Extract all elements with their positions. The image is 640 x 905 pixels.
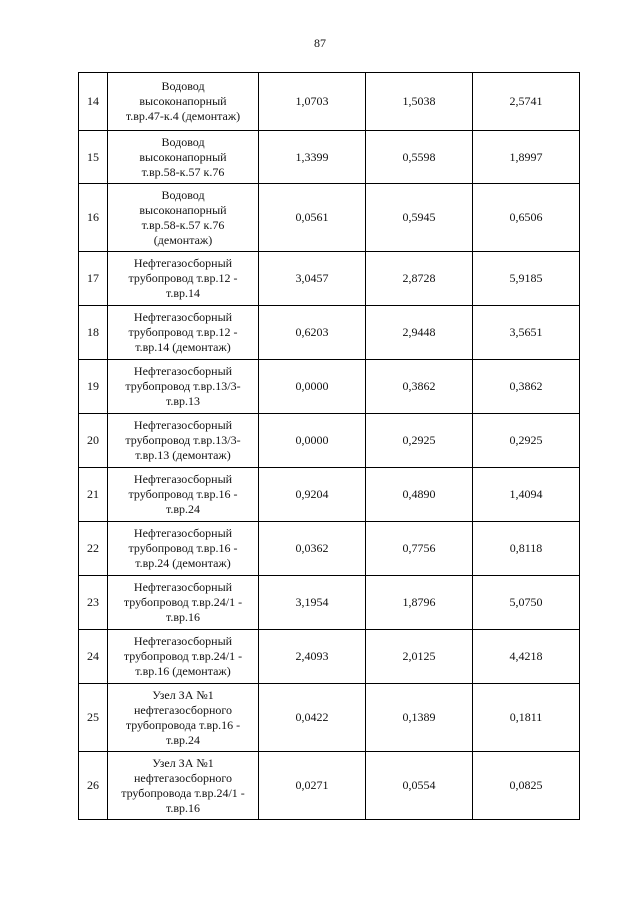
row-number: 16 [79, 184, 108, 252]
object-name-line: Узел ЗА №1 [152, 755, 214, 770]
value-cell-v3: 1,8997 [473, 131, 580, 184]
value-cell-v2: 0,5598 [366, 131, 473, 184]
object-name-line: высоконапорный [139, 149, 227, 164]
object-name-line: т.вр.14 [165, 286, 200, 300]
object-name-line: Нефтегазосборный [133, 364, 233, 378]
data-table [78, 72, 580, 820]
object-name-line: трубопровод т.вр.24/1 - [123, 595, 243, 609]
value-cell-v1: 1,0703 [259, 73, 366, 131]
value-cell-v3: 0,2925 [473, 414, 580, 468]
table-row [79, 360, 580, 414]
object-name-line: Водовод [161, 134, 205, 149]
table-row [79, 73, 580, 131]
object-name-line: т.вр.16 [165, 610, 200, 624]
value-cell-v2: 2,8728 [366, 252, 473, 306]
row-number: 21 [79, 468, 108, 522]
value-cell-v2: 0,1389 [366, 684, 473, 752]
value-cell-v3: 0,0825 [473, 752, 580, 820]
value-cell-v1: 0,0422 [259, 684, 366, 752]
table-row [79, 630, 580, 684]
table-row [79, 252, 580, 306]
row-number: 23 [79, 576, 108, 630]
object-name-cell [108, 684, 259, 752]
value-cell-v3: 5,0750 [473, 576, 580, 630]
table-row [79, 468, 580, 522]
table-row [79, 752, 580, 820]
row-number: 17 [79, 252, 108, 306]
value-cell-v2: 1,5038 [366, 73, 473, 131]
object-name-cell [108, 752, 259, 820]
value-cell-v1: 0,0000 [259, 360, 366, 414]
row-number: 26 [79, 752, 108, 820]
row-number: 19 [79, 360, 108, 414]
value-cell-v2: 2,9448 [366, 306, 473, 360]
object-name-line: трубопровод т.вр.24/1 - [123, 649, 243, 663]
value-cell-v3: 3,5651 [473, 306, 580, 360]
value-cell-v2: 0,0554 [366, 752, 473, 820]
row-number: 18 [79, 306, 108, 360]
value-cell-v2: 1,8796 [366, 576, 473, 630]
object-name-cell [108, 306, 259, 360]
object-name-line: т.вр.24 [165, 502, 200, 516]
row-number: 22 [79, 522, 108, 576]
table-row [79, 414, 580, 468]
object-name-line: т.вр.13 [165, 394, 200, 408]
table-row [79, 522, 580, 576]
object-name-line: т.вр.16 [165, 800, 200, 815]
value-cell-v1: 3,0457 [259, 252, 366, 306]
value-cell-v3: 5,9185 [473, 252, 580, 306]
object-name-line: т.вр.58-к.57 к.76 [141, 217, 225, 232]
value-cell-v3: 0,1811 [473, 684, 580, 752]
table-row [79, 306, 580, 360]
object-name-line: т.вр.14 (демонтаж) [135, 340, 231, 354]
row-number: 25 [79, 684, 108, 752]
row-number: 14 [79, 73, 108, 131]
value-cell-v2: 0,5945 [366, 184, 473, 252]
object-name-cell [108, 360, 259, 414]
object-name-line: Водовод [161, 187, 205, 202]
object-name-line: т.вр.16 (демонтаж) [135, 664, 231, 678]
object-name-line: т.вр.24 (демонтаж) [135, 556, 231, 570]
object-name-line: трубопровода т.вр.24/1 - [121, 785, 245, 800]
value-cell-v2: 2,0125 [366, 630, 473, 684]
object-name-line: трубопровод т.вр.13/3- [125, 433, 241, 447]
value-cell-v3: 1,4094 [473, 468, 580, 522]
table-row [79, 184, 580, 252]
object-name-line: Нефтегазосборный [133, 310, 233, 324]
object-name-line: нефтегазосборного [133, 702, 233, 717]
row-number: 15 [79, 131, 108, 184]
value-cell-v3: 0,6506 [473, 184, 580, 252]
object-name-line: (демонтаж) [153, 232, 213, 247]
object-name-line: Водовод [161, 79, 205, 93]
object-name-line: т.вр.47-к.4 (демонтаж) [125, 109, 241, 123]
value-cell-v2: 0,4890 [366, 468, 473, 522]
object-name-line: Нефтегазосборный [133, 256, 233, 270]
object-name-cell [108, 252, 259, 306]
value-cell-v1: 0,0000 [259, 414, 366, 468]
row-number: 20 [79, 414, 108, 468]
table-row [79, 576, 580, 630]
value-cell-v3: 0,3862 [473, 360, 580, 414]
object-name-cell [108, 414, 259, 468]
object-name-line: Нефтегазосборный [133, 580, 233, 594]
object-name-line: трубопровод т.вр.16 - [128, 487, 238, 501]
object-name-line: т.вр.13 (демонтаж) [135, 448, 231, 462]
value-cell-v2: 0,3862 [366, 360, 473, 414]
object-name-line: трубопровод т.вр.13/3- [125, 379, 241, 393]
value-cell-v1: 1,3399 [259, 131, 366, 184]
value-cell-v1: 0,0561 [259, 184, 366, 252]
value-cell-v3: 0,8118 [473, 522, 580, 576]
object-name-line: Нефтегазосборный [133, 472, 233, 486]
value-cell-v3: 2,5741 [473, 73, 580, 131]
object-name-cell [108, 522, 259, 576]
object-name-line: Нефтегазосборный [133, 418, 233, 432]
value-cell-v1: 0,6203 [259, 306, 366, 360]
object-name-line: трубопровод т.вр.12 - [128, 325, 238, 339]
value-cell-v1: 0,0271 [259, 752, 366, 820]
object-name-line: высоконапорный [139, 94, 227, 108]
object-name-cell [108, 468, 259, 522]
object-name-line: трубопровод т.вр.16 - [128, 541, 238, 555]
value-cell-v2: 0,7756 [366, 522, 473, 576]
object-name-line: нефтегазосборного [133, 770, 233, 785]
object-name-line: трубопровод т.вр.12 - [128, 271, 238, 285]
row-number: 24 [79, 630, 108, 684]
object-name-cell [108, 576, 259, 630]
value-cell-v1: 2,4093 [259, 630, 366, 684]
object-name-line: трубопровода т.вр.16 - [125, 717, 241, 732]
page-number: 87 [314, 36, 326, 50]
object-name-cell [108, 630, 259, 684]
object-name-line: Узел ЗА №1 [152, 687, 214, 702]
object-name-line: т.вр.58-к.57 к.76 [141, 164, 225, 179]
value-cell-v2: 0,2925 [366, 414, 473, 468]
object-name-line: т.вр.24 [165, 732, 200, 747]
table-row [79, 131, 580, 184]
value-cell-v1: 0,0362 [259, 522, 366, 576]
object-name-line: Нефтегазосборный [133, 526, 233, 540]
object-name-line: высоконапорный [139, 202, 227, 217]
value-cell-v3: 4,4218 [473, 630, 580, 684]
object-name-cell [108, 184, 259, 252]
table-row [79, 684, 580, 752]
value-cell-v1: 3,1954 [259, 576, 366, 630]
value-cell-v1: 0,9204 [259, 468, 366, 522]
object-name-cell [108, 73, 259, 131]
object-name-line: Нефтегазосборный [133, 634, 233, 648]
object-name-cell [108, 131, 259, 184]
